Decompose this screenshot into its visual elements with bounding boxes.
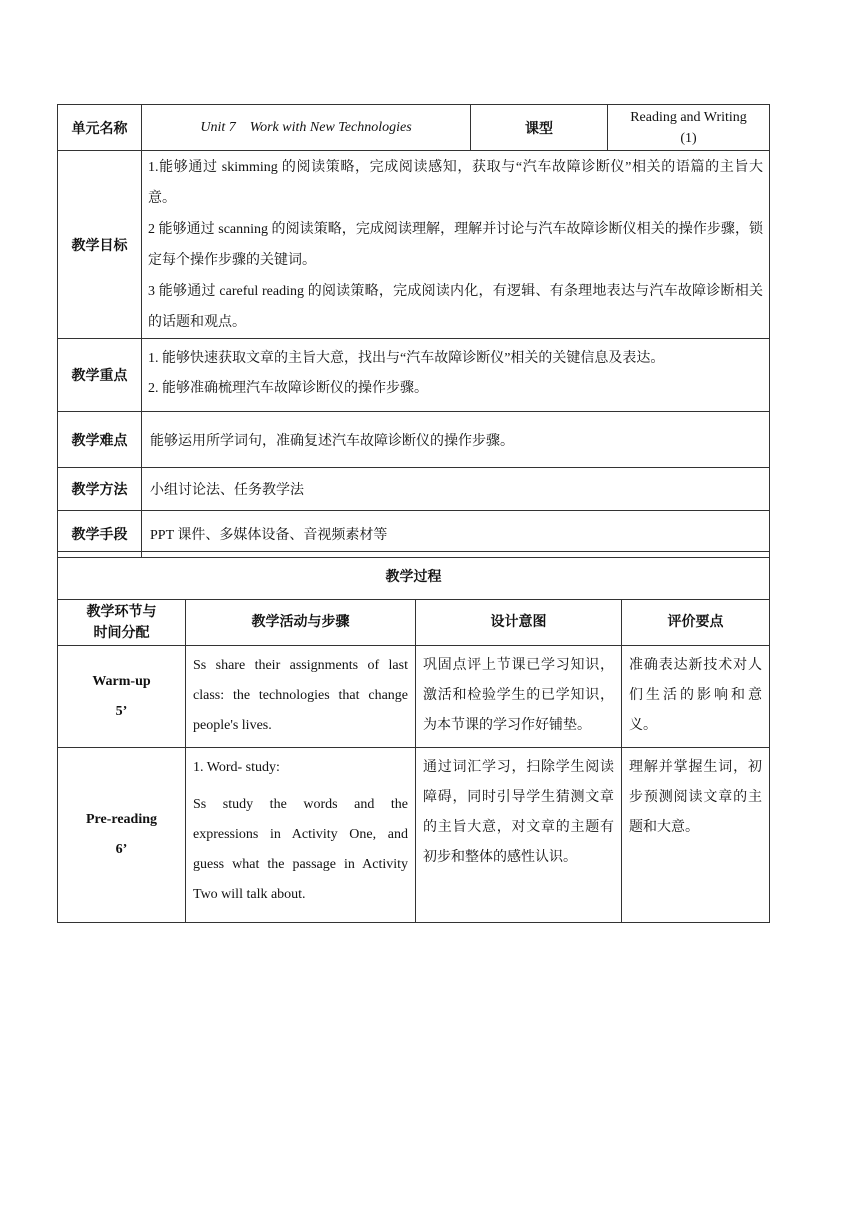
unit-value <box>142 105 471 151</box>
process-header-row <box>58 600 770 646</box>
difficulty-label: 教学难点 <box>58 412 142 468</box>
key-point-2: 2. 能够准确梳理汽车故障诊断仪的操作步骤。 <box>148 381 428 396</box>
process-row-prereading <box>58 748 770 923</box>
course-type-label: 课型 <box>471 105 608 151</box>
design-cell: 巩固点评上节课已学习知识，激活和检验学生的已学知识，为本节课的学习作好铺垫。 <box>416 646 622 748</box>
activity-text: Ss study the words and the expressions in Activity One, and guess what the passage in Activity Two will talk about. <box>193 797 408 902</box>
goal-item-2: 2 能够通过 scanning 的阅读策略，完成阅读理解，理解并讨论与汽车故障诊断仪相关的操作步骤，锁定每个操作步骤的关键词。 <box>148 222 763 268</box>
key-point-1: 1. 能够快速获取文章的主旨大意，找出与“汽车故障诊断仪”相关的关键信息及表达。 <box>148 351 665 366</box>
means-label: 教学手段 <box>58 511 142 558</box>
evaluation-cell: 理解并掌握生词，初步预测阅读文章的主题和大意。 <box>622 748 770 923</box>
key-points-label: 教学重点 <box>58 339 142 412</box>
process-title: 教学过程 <box>58 552 770 600</box>
key-points-content <box>142 339 770 412</box>
process-row-warmup <box>58 646 770 748</box>
goals-label: 教学目标 <box>58 151 142 339</box>
header-stage-line1: 教学环节与 <box>86 604 157 620</box>
course-type-value <box>608 105 770 151</box>
header-design: 设计意图 <box>416 600 622 646</box>
goal-item-1: 1.能够通过 skimming 的阅读策略，完成阅读感知，获取与“汽车故障诊断仪”相关的语篇的主旨大意。 <box>148 160 763 206</box>
header-stage <box>58 600 186 646</box>
stage-cell <box>58 646 186 748</box>
stage-time: 5’ <box>115 703 128 719</box>
course-type-line1: Reading and Writing <box>630 109 747 125</box>
goal-item-3: 3 能够通过 careful reading 的阅读策略，完成阅读内化，有逻辑、有条理地表达与汽车故障诊断相关的话题和观点。 <box>148 284 763 330</box>
design-cell: 通过词汇学习，扫除学生阅读障碍，同时引导学生猜测文章的主旨大意，对文章的主题有初步和整体的感性认识。 <box>416 748 622 923</box>
method-label: 教学方法 <box>58 468 142 511</box>
activity-cell <box>186 748 416 923</box>
means-value: PPT 课件、多媒体设备、音视频素材等 <box>142 511 770 558</box>
method-value: 小组讨论法、任务教学法 <box>142 468 770 511</box>
unit-label: 单元名称 <box>58 105 142 151</box>
key-points-row <box>58 339 770 412</box>
stage-name: Warm-up <box>92 673 151 689</box>
paragraph-gap <box>193 783 408 790</box>
stage-cell <box>58 748 186 923</box>
stage-time: 6’ <box>115 842 128 857</box>
activity-cell: Ss share their assignments of last class: the technologies that change people's lives. <box>186 646 416 748</box>
stage-name: Pre-reading <box>85 812 158 827</box>
difficulty-row <box>58 412 770 468</box>
header-evaluation: 评价要点 <box>622 600 770 646</box>
course-type-line2: (1) <box>680 130 697 146</box>
header-activity: 教学活动与步骤 <box>186 600 416 646</box>
unit-value-text: Unit 7 Work with New Technologies <box>200 119 412 135</box>
teaching-process-table <box>57 551 770 923</box>
goals-content <box>142 151 770 339</box>
activity-intro: 1. Word- study: <box>193 760 280 775</box>
goals-row <box>58 151 770 339</box>
course-info-table <box>57 104 770 558</box>
unit-row <box>58 105 770 151</box>
method-row <box>58 468 770 511</box>
difficulty-value: 能够运用所学词句，准确复述汽车故障诊断仪的操作步骤。 <box>142 412 770 468</box>
evaluation-cell: 准确表达新技术对人们生活的影响和意义。 <box>622 646 770 748</box>
header-stage-line2: 时间分配 <box>93 625 150 641</box>
process-title-row <box>58 552 770 600</box>
